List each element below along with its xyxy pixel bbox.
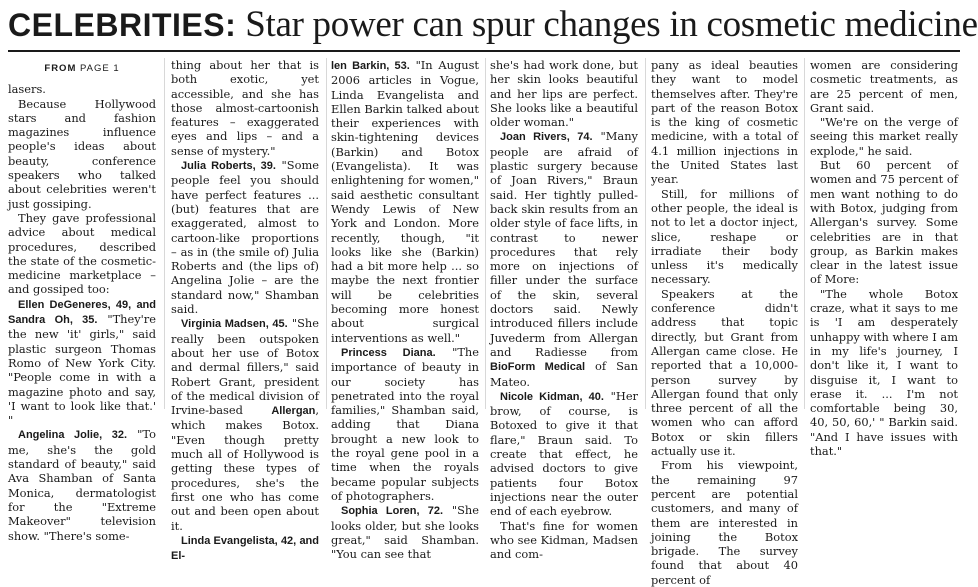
- paragraph-text: "They're the new 'it' girls," said plastic surgeon Thomas Romo of New York City. "People come in with a magazine photo and say, 'I want to look like that.' ": [8, 312, 156, 428]
- column-divider: [804, 58, 805, 409]
- jump-line: [8, 60, 156, 76]
- celebrity-name: Nicole Kidman, 40.: [500, 390, 604, 403]
- article-column-6: [810, 58, 958, 459]
- company-name: BioForm Medical: [490, 361, 585, 374]
- column-divider: [645, 58, 646, 409]
- paragraph-text: "To me, she's the gold standard of beauty," said Ava Shamban of Santa Monica, dermatologist for the "Extreme Makeover" television show. "There's some-: [8, 427, 156, 543]
- paragraph: From his viewpoint, the remaining 97 percent are potential customers, and many of them are interested in joining the Botox brigade. The survey found that about 40 percent of: [651, 458, 798, 587]
- paragraph: They gave professional advice about medical procedures, described the state of the cosmetic-medicine marketplace – and gossiped too:: [8, 210, 156, 297]
- column-divider: [164, 58, 165, 409]
- headline-rule: [8, 50, 960, 52]
- jump-page: PAGE 1: [79, 63, 120, 74]
- paragraph: But 60 percent of women and 75 percent of men want nothing to do with Botox, judging from Allergan's survey. Some celebrities are in that group, as Barkin makes clear in the latest issue of More:: [810, 158, 958, 287]
- paragraph: That's fine for women who see Kidman, Madsen and com-: [490, 518, 638, 562]
- paragraph: lasers.: [8, 82, 46, 97]
- celebrity-name: Princess Diana.: [341, 346, 436, 359]
- headline: [8, 2, 978, 48]
- paragraph-text: "She looks older, but she looks great," said Shamban. "You can see that: [331, 503, 479, 562]
- paragraph: [331, 503, 479, 561]
- paragraph: [171, 316, 319, 532]
- article-column-3: [331, 58, 479, 562]
- headline-title: Star power can spur changes in cosmetic medicine: [245, 4, 978, 45]
- paragraph: Still, for millions of other people, the ideal is not to let a doctor inject, slice, reshape or irradiate their body unless it's medically necessary.: [651, 186, 798, 287]
- celebrity-name: Sophia Loren, 72.: [341, 505, 444, 518]
- paragraph: [331, 58, 479, 345]
- paragraph: [171, 158, 319, 316]
- jump-from: FROM: [44, 63, 77, 74]
- paragraph-text: , which makes Botox. "Even though pretty much all of Hollywood is getting these types of procedures, she's the first one who has come out and been open about it.: [171, 403, 319, 533]
- paragraph: thing about her that is both exotic, yet accessible, and she has those almost-cartoonish features – exaggerated eyes and lips – and a sense of mystery.": [171, 58, 319, 158]
- celebrity-name: Angelina Jolie, 32.: [18, 429, 128, 442]
- paragraph-text: of San Mateo.: [490, 359, 638, 389]
- paragraph: women are considering cosmetic treatments, as are 25 percent of men, Grant said.: [810, 58, 958, 115]
- celebrity-name: Ellen DeGeneres, 49, and Sandra Oh, 35.: [8, 298, 156, 327]
- celebrity-name: len Barkin, 53.: [331, 60, 410, 72]
- paragraph: Speakers at the conference didn't address that topic directly, but Grant from Allergan came close. He reported that a 10,000-person survey by Allergan found that only three percent of all the women who can afford Botox or skin fillers actually use it.: [651, 286, 798, 459]
- article-column-5: [651, 58, 798, 587]
- paragraph: "The whole Botox craze, what it says to me is 'I am desperately unhappy with where I am in my life's journey, I don't like it, I want to disguise it, I want to erase it. ... I'm not comfortable being 30, 40, 50, 60,' " Barkin said. "And I have issues with that.": [810, 286, 958, 459]
- headline-kicker: CELEBRITIES:: [8, 7, 237, 43]
- paragraph: [490, 129, 638, 388]
- paragraph-text: "The importance of beauty in our society has penetrated into the royal families," Shamban said, adding that Diana brought a new look to the royal gene pool in a time when the royals became popular subjects of photographers.: [331, 344, 479, 503]
- celebrity-name: Julia Roberts, 39.: [181, 160, 276, 173]
- paragraph: Because Hollywood stars and fashion magazines influence people's ideas about beauty, conference speakers who talked about celebrities weren't just gossiping.: [8, 96, 156, 211]
- celebrity-name: Linda Evangelista, 42, and El-: [171, 534, 319, 563]
- paragraph: [8, 297, 156, 428]
- article-column-2: [171, 58, 319, 563]
- paragraph: [331, 345, 479, 503]
- paragraph-text: "Many people are afraid of plastic surgery because of Joan Rivers," Braun said. Her tightly pulled-back skin results from an older style of face lifts, in contrast to newer procedures that rely more on injections of filler under the surface of the skin, several doctors said. Newly introduced fillers include Juvederm from Allergan and Radiesse from: [490, 129, 638, 359]
- paragraph: "We're on the verge of seeing this market really explode," he said.: [810, 115, 958, 158]
- paragraph-text: "She really been outspoken about her use of Botox and dermal fillers," said Robert Grant, president of the medical division of Irvine-based: [171, 316, 319, 418]
- paragraph: [171, 533, 319, 564]
- article-column-4: [490, 58, 639, 562]
- article-column-1: [8, 58, 156, 543]
- paragraph-text: "In August 2006 articles in Vogue, Linda Evangelista and Ellen Barkin talked about their experiences with skin-tightening devices (Barkin) and Botox (Evangelista). It was enlightening for women," said aesthetic consultant Wendy Lewis of New York and London. More recently, though, "it looks like she (Barkin) had a bit more help ... so maybe the next frontier will be celebrities becoming more honest about surgical interventions as well.": [331, 58, 479, 345]
- paragraph: [490, 389, 638, 519]
- paragraph-text: "Her brow, of course, is Botoxed to give it that flare," Braun said. To create that effect, he advised doctors to give patients four Botox injections near the outer end of each eyebrow.: [490, 388, 639, 519]
- paragraph: she's had work done, but her skin looks beautiful and her lips are perfect. She looks like a beautiful older woman.": [490, 58, 638, 130]
- paragraph: [8, 427, 156, 542]
- celebrity-name: Virginia Madsen, 45.: [181, 318, 288, 331]
- paragraph: pany as ideal beauties they want to model themselves after. They're part of the reason Botox is the king of cosmetic medicine, with a total of 4.1 million injections in the United States last year.: [651, 58, 798, 187]
- company-name: Allergan: [271, 405, 316, 418]
- column-divider: [485, 58, 486, 409]
- celebrity-name: Joan Rivers, 74.: [500, 131, 593, 144]
- column-divider: [326, 58, 327, 409]
- paragraph-text: "Some people feel you should have perfect features ... (but) features that are exaggerated, almost to cartoon-like proportions – as in (the smile of) Julia Roberts and (the lips of) Angelina Jolie – are the standard now," Shamban said.: [171, 158, 319, 317]
